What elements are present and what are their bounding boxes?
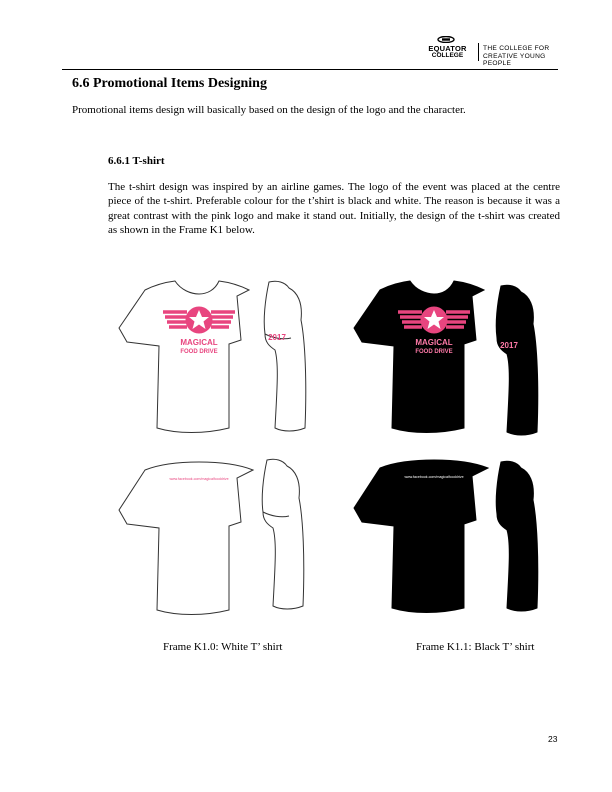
- logo-tagline-line2: CREATIVE YOUNG PEOPLE: [483, 53, 546, 67]
- white-tshirt-side: [264, 281, 306, 431]
- black-tshirt-side-back: [496, 461, 538, 611]
- tshirt-illustrations: [95, 270, 555, 620]
- caption-white-tshirt: Frame K1.0: White T’ shirt: [163, 641, 283, 653]
- section-intro: Promotional items design will basically based on the design of the logo and the character.: [72, 104, 466, 116]
- white-tshirt-side-back: [262, 459, 304, 609]
- white-sleeve-year: 2017: [268, 333, 286, 342]
- black-shirt-logo-line2: FOOD DRIVE: [415, 349, 453, 355]
- white-tshirt-back: [119, 462, 253, 615]
- logo-divider: [478, 43, 479, 61]
- header-rule: [62, 69, 558, 70]
- black-shirt-logo-line1: MAGICAL: [415, 338, 453, 347]
- caption-black-tshirt: Frame K1.1: Black T’ shirt: [416, 641, 535, 653]
- tshirt-figure: [95, 270, 555, 620]
- subsection-paragraph: The t-shirt design was inspired by an airline games. The logo of the event was placed at the centre piece of the t-shirt. Preferable colour for the t’shirt is black and white. The reason is because it was a great contrast with the pink logo and make it stand out. Initially, the design of the t-shirt was created as shown in the Frame K1 below.: [108, 181, 560, 236]
- white-shirt-logo-line1: MAGICAL: [180, 338, 218, 347]
- college-logo: [420, 36, 570, 67]
- black-back-url: www.facebook.com/magicalfooddrive: [404, 475, 464, 479]
- section-heading: 6.6 Promotional Items Designing: [72, 76, 267, 91]
- logo-name-line1: EQUATOR: [428, 44, 467, 53]
- black-tshirt-side: [496, 285, 538, 435]
- logo-name-line2: COLLEGE: [431, 52, 464, 59]
- black-tshirt-back: [354, 460, 488, 613]
- equator-logo-icon: [437, 36, 455, 43]
- white-shirt-logo-line2: FOOD DRIVE: [180, 349, 218, 355]
- subsection-heading: 6.6.1 T-shirt: [108, 155, 165, 167]
- logo-tagline-line1: THE COLLEGE FOR: [483, 45, 550, 52]
- white-tshirt-front: [119, 281, 249, 433]
- black-tshirt-front: [354, 281, 484, 433]
- page-number: 23: [548, 734, 558, 744]
- black-sleeve-year: 2017: [500, 341, 518, 350]
- white-back-url: www.facebook.com/magicalfooddrive: [169, 477, 229, 481]
